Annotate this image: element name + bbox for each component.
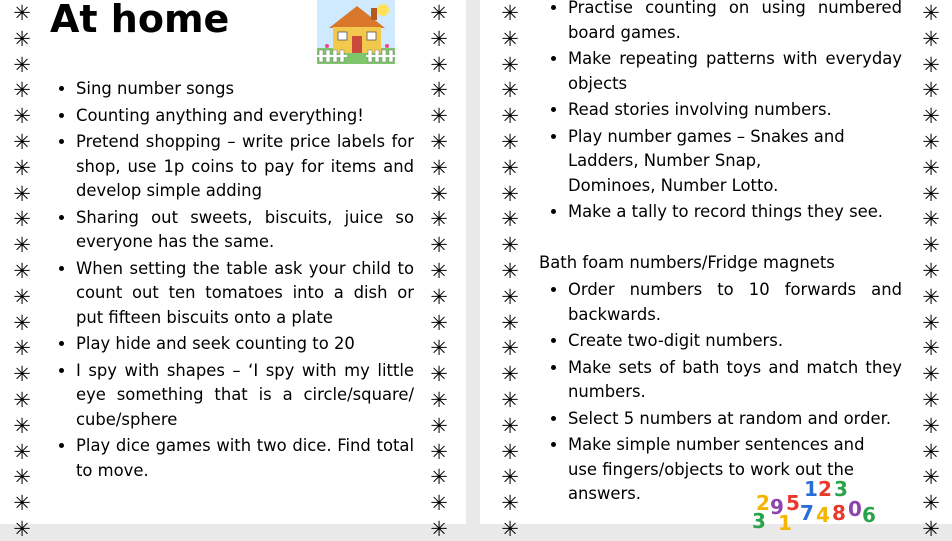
star-ornament-icon: ✳ [501,517,519,541]
list-item: • Select 5 numbers at random and order. [568,407,902,432]
star-ornament-icon: ✳ [430,233,448,258]
list-item: • Practise counting on using numbered board games. [568,0,902,45]
star-ornament-icon: ✳ [13,439,31,464]
star-ornament-icon: ✳ [430,207,448,232]
list-item: • Play dice games with two dice. Find total to move. [76,434,414,483]
star-ornament-icon: ✳ [501,388,519,412]
list-item: • Make repeating patterns with everyday objects [568,47,902,96]
star-ornament-icon: ✳ [13,78,31,103]
star-border-right [428,0,450,541]
star-ornament-icon: ✳ [13,207,31,232]
star-ornament-icon: ✳ [501,439,519,464]
page-title: At home [50,0,230,41]
star-ornament-icon: ✳ [430,52,448,77]
star-ornament-icon: ✳ [430,26,448,51]
star-ornament-icon: ✳ [13,52,31,77]
star-ornament-icon: ✳ [922,233,940,258]
star-ornament-icon: ✳ [922,52,940,77]
svg-text:5: 5 [786,491,800,515]
star-ornament-icon: ✳ [501,130,519,154]
svg-text:1: 1 [778,511,792,535]
more-activities-list [546,0,902,227]
home-activities-list [54,77,414,485]
star-ornament-icon: ✳ [13,181,31,206]
star-ornament-icon: ✳ [922,181,940,206]
star-ornament-icon: ✳ [501,78,519,103]
list-item: • Create two-digit numbers. [568,329,902,354]
list-item: • Make a tally to record things they see. [568,200,902,225]
list-item: • Make sets of bath toys and match they numbers. [568,356,902,405]
star-ornament-icon: ✳ [430,155,448,180]
star-ornament-icon: ✳ [501,52,519,77]
star-ornament-icon: ✳ [501,1,519,25]
star-ornament-icon: ✳ [501,233,519,258]
list-item: • Sharing out sweets, biscuits, juice so everyone has the same. [76,206,414,255]
svg-text:3: 3 [834,477,848,501]
svg-text:1: 1 [804,477,818,501]
star-ornament-icon: ✳ [430,362,448,387]
star-border-left [499,0,521,541]
star-ornament-icon: ✳ [501,26,519,51]
house-icon [317,0,395,64]
list-item: • When setting the table ask your child to count out ten tomatoes into a dish or put fifteen biscuits onto a plate [76,257,414,331]
star-ornament-icon: ✳ [430,439,448,464]
list-item: • Play number games – Snakes and Ladders, Number Snap, Dominoes, Number Lotto. [568,125,846,199]
list-item: • Read stories involving numbers. [568,98,902,123]
list-item: • Order numbers to 10 forwards and backwards. [568,278,902,327]
star-ornament-icon: ✳ [13,413,31,438]
star-ornament-icon: ✳ [501,310,519,335]
star-border-right [920,0,942,541]
star-ornament-icon: ✳ [501,207,519,232]
star-ornament-icon: ✳ [430,517,448,541]
star-ornament-icon: ✳ [922,26,940,51]
star-ornament-icon: ✳ [430,259,448,283]
star-ornament-icon: ✳ [430,336,448,361]
star-ornament-icon: ✳ [430,78,448,103]
star-ornament-icon: ✳ [922,491,940,516]
svg-text:9: 9 [770,495,784,519]
star-ornament-icon: ✳ [13,336,31,361]
star-ornament-icon: ✳ [13,362,31,387]
star-ornament-icon: ✳ [13,465,31,490]
star-ornament-icon: ✳ [13,310,31,335]
star-ornament-icon: ✳ [501,465,519,490]
star-ornament-icon: ✳ [922,362,940,387]
list-item: • Pretend shopping – write price labels for shop, use 1p coins to pay for items and develop simple adding [76,130,414,204]
svg-text:3: 3 [752,509,766,533]
star-ornament-icon: ✳ [922,207,940,232]
star-ornament-icon: ✳ [13,233,31,258]
star-ornament-icon: ✳ [501,491,519,516]
star-ornament-icon: ✳ [13,388,31,412]
star-ornament-icon: ✳ [430,491,448,516]
star-ornament-icon: ✳ [922,388,940,412]
star-ornament-icon: ✳ [13,1,31,25]
star-ornament-icon: ✳ [430,284,448,309]
star-ornament-icon: ✳ [922,130,940,154]
star-ornament-icon: ✳ [13,155,31,180]
list-item: • Counting anything and everything! [76,104,414,129]
star-ornament-icon: ✳ [922,336,940,361]
star-ornament-icon: ✳ [13,517,31,541]
star-ornament-icon: ✳ [13,104,31,129]
list-item: • I spy with shapes – ‘I spy with my little eye something that is a circle/square/ cube/sphere [76,359,414,433]
star-ornament-icon: ✳ [501,181,519,206]
star-ornament-icon: ✳ [13,491,31,516]
svg-text:2: 2 [818,477,832,501]
svg-text:4: 4 [816,503,830,527]
star-ornament-icon: ✳ [501,362,519,387]
star-ornament-icon: ✳ [430,310,448,335]
star-ornament-icon: ✳ [501,413,519,438]
svg-text:0: 0 [848,497,862,521]
svg-text:7: 7 [800,501,814,525]
svg-text:8: 8 [832,501,846,525]
star-ornament-icon: ✳ [430,388,448,412]
svg-text:2: 2 [756,491,770,515]
star-border-left [11,0,33,541]
star-ornament-icon: ✳ [430,130,448,154]
star-ornament-icon: ✳ [430,181,448,206]
star-ornament-icon: ✳ [922,284,940,309]
star-ornament-icon: ✳ [13,130,31,154]
star-ornament-icon: ✳ [922,517,940,541]
star-ornament-icon: ✳ [501,336,519,361]
star-ornament-icon: ✳ [922,413,940,438]
star-ornament-icon: ✳ [922,310,940,335]
star-ornament-icon: ✳ [501,155,519,180]
svg-text:6: 6 [862,503,876,527]
star-ornament-icon: ✳ [430,465,448,490]
star-ornament-icon: ✳ [922,104,940,129]
star-ornament-icon: ✳ [922,259,940,283]
star-ornament-icon: ✳ [922,439,940,464]
star-ornament-icon: ✳ [922,155,940,180]
star-ornament-icon: ✳ [501,259,519,283]
star-ornament-icon: ✳ [430,104,448,129]
star-ornament-icon: ✳ [501,104,519,129]
star-ornament-icon: ✳ [13,26,31,51]
list-item: • Play hide and seek counting to 20 [76,332,414,357]
list-item: • Make simple number sentences and use fingers/objects to work out the answers. [568,433,898,507]
star-ornament-icon: ✳ [13,259,31,283]
star-ornament-icon: ✳ [13,284,31,309]
list-item: • Sing number songs [76,77,414,102]
star-ornament-icon: ✳ [430,413,448,438]
star-ornament-icon: ✳ [922,465,940,490]
star-ornament-icon: ✳ [430,1,448,25]
star-ornament-icon: ✳ [922,1,940,25]
star-ornament-icon: ✳ [922,78,940,103]
star-ornament-icon: ✳ [501,284,519,309]
section-subheading: Bath foam numbers/Fridge magnets [539,253,835,272]
magnetic-numbers-icon [752,470,892,535]
